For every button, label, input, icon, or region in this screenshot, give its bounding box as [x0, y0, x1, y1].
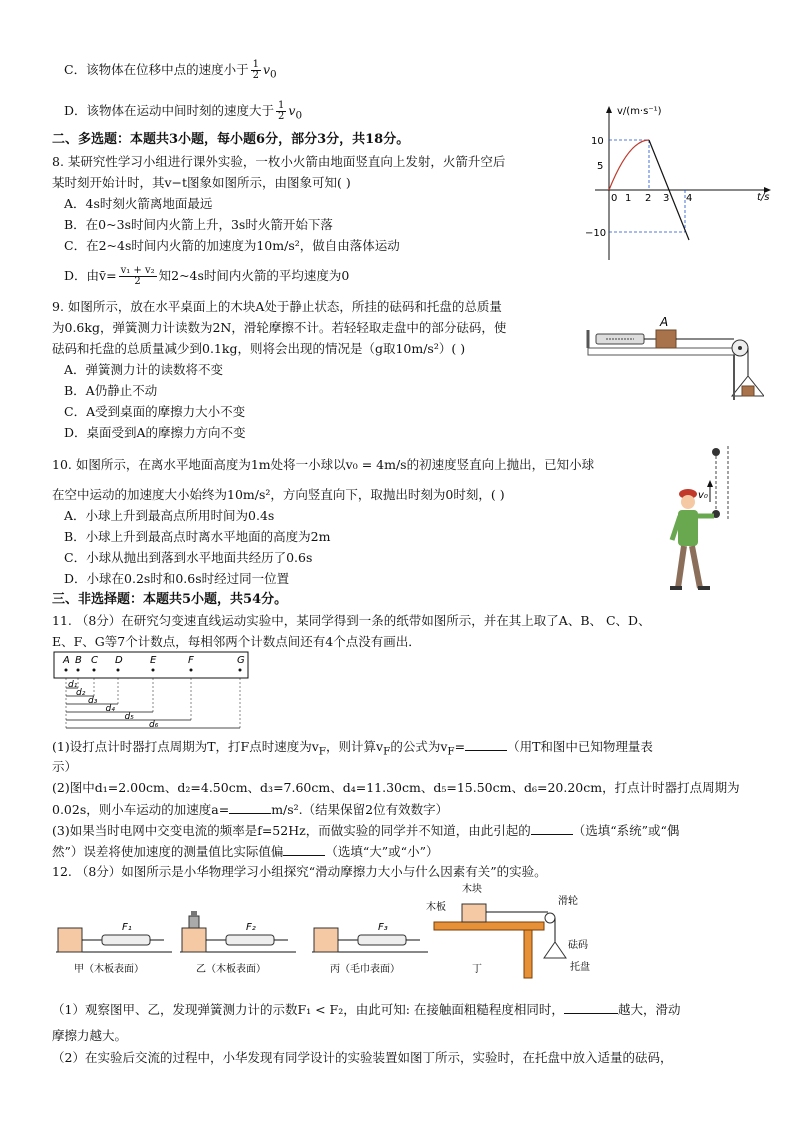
tape-dim-label-4: d₄ [105, 704, 115, 714]
q9-stem-1: 9. 如图所示，放在水平桌面上的木块A处于静止状态，所挂的砝码和托盘的总质量 [52, 299, 502, 314]
section-3-heading: 三、非选择题：本题共5小题，共54分。 [52, 592, 288, 607]
torso [678, 510, 698, 546]
caption-bing: 丙（毛巾表面） [330, 964, 400, 975]
q11-part-2-cont: 0.02s，则小车运动的加速度a= m/s².（结果保留2位有效数字） [52, 802, 449, 817]
head [681, 495, 695, 509]
q11-stem-1: 11. （8分）在研究匀变速直线运动实验中，某同学得到一条的纸带如图所示，并在其上取了A、B、 C、D、 [52, 613, 651, 628]
q8-option-a: A．4s时刻火箭离地面最远 [64, 196, 213, 211]
q10-figure [660, 440, 750, 600]
tape-dot-a [65, 669, 68, 672]
answer-blank[interactable] [564, 1001, 618, 1014]
weights [742, 386, 754, 396]
q9-option-c: C．A受到桌面的摩擦力大小不变 [64, 404, 246, 419]
tape-dot-b [77, 669, 80, 672]
ball-top [712, 448, 720, 456]
label-weights: 砝码 [568, 940, 588, 951]
q8-option-b: B．在0~3s时间内火箭上升，3s时火箭开始下落 [64, 217, 333, 232]
tape-dim-label-2: d₂ [76, 688, 86, 698]
force-label: F₃ [378, 922, 388, 933]
leg-right [692, 546, 700, 588]
q12-part-2: （2）在实验后交流的过程中，小华发现有同学设计的实验装置如图丁所示，实验时，在托盘中放入适量的砝码， [52, 1050, 673, 1065]
spring-scale [102, 935, 150, 945]
q8-stem-2: 某时刻开始计时，其v−t图象如图所示，由图象可知( ) [52, 175, 351, 190]
block-a-label: A [660, 315, 669, 329]
q8-stem-1: 8. 某研究性学习小组进行课外实验，一枚小火箭由地面竖直向上发射，火箭升空后 [52, 154, 506, 169]
q11-part-1: (1)设打点计时器打点周期为T，打F点时速度为$v_F$，则计算$v_F$的公式为$v_F=$ （用T和图中已知物理量表 [52, 739, 653, 758]
option-c-prev: C．该物体在位移中点的速度小于 $\frac{1}{2}$ $v_0$ [64, 59, 277, 81]
leg-left [678, 546, 684, 588]
setup-ding [426, 882, 590, 978]
tape-dim-label-3: d₃ [88, 696, 98, 706]
q11-part-2: (2)图中d₁=2.00cm、d₂=4.50cm、d₃=7.60cm、d₄=11.30cm、d₅=15.50cm、d₆=20.20cm，打点计时器打点周期为 [52, 780, 740, 795]
q10-stem-2: 在空中运动的加速度大小始终为10m/s²，方向竖直向下，取抛出时刻为0时刻，( ) [52, 487, 505, 502]
answer-blank[interactable] [229, 801, 271, 814]
tape-point-b: B [75, 655, 82, 666]
q9-option-a: A．弹簧测力计的读数将不变 [64, 362, 224, 377]
tape-dot-f [190, 669, 193, 672]
label-tray: 托盘 [570, 962, 590, 973]
tape-dot-c [93, 669, 96, 672]
q12-part-1: （1）观察图甲、乙，发现弹簧测力计的示数F₁ < F₂，由此可知: 在接触面粗糙程度相同时， 越大，滑动 [52, 1002, 681, 1017]
v0-label: v₀ [698, 490, 708, 501]
q10-option-d: D．小球在0.2s时和0.6s时经过同一位置 [64, 571, 290, 586]
tape-point-a: A [63, 655, 70, 666]
setup-jia [56, 922, 172, 975]
tape-point-c: C [91, 655, 98, 666]
x-tick-1: 1 [625, 193, 632, 204]
q12-figures [52, 880, 762, 986]
tape-point-f: F [188, 655, 194, 666]
vt-graph [585, 100, 785, 270]
tape-dot-g [239, 669, 242, 672]
tape-point-d: D [115, 655, 123, 666]
x-tick-0: 0 [611, 193, 618, 204]
x-axis-label: t/s [757, 192, 770, 203]
board [434, 922, 544, 930]
tape-dot-d [117, 669, 120, 672]
q9-figure [584, 310, 764, 405]
caption-yi: 乙（木板表面） [196, 964, 266, 975]
y-tick-10: 10 [591, 136, 604, 147]
setup-yi [180, 911, 296, 975]
tape-figure [52, 650, 262, 732]
block-a [656, 330, 676, 348]
velocity-curve-rise [609, 140, 649, 190]
label-board: 木板 [426, 902, 446, 913]
section-2-heading: 二、多选题：本题共3小题，每小题6分，部分3分，共18分。 [52, 132, 410, 147]
answer-blank[interactable] [283, 843, 325, 856]
answer-blank[interactable] [465, 738, 507, 751]
fraction: $\frac{\text{v₁ + v₂}}{2}$ [120, 265, 155, 287]
fraction: $\frac{1}{2}$ [278, 100, 285, 122]
tape-point-g: G [237, 655, 245, 666]
x-tick-4: 4 [686, 193, 693, 204]
pulley [545, 913, 555, 923]
q11-part-3-cont: 然”）误差将使加速度的测量值比实际值偏 （选填“大”或“小”） [52, 844, 439, 859]
q11-part-3: (3)如果当时电网中交变电流的频率是f=52Hz，而做实验的同学并不知道，由此引起的 （选填“系统”或“偶 [52, 823, 680, 838]
tape-dim-label-5: d₅ [124, 712, 134, 722]
q11-part-1-cont: 示） [52, 759, 78, 774]
q10-option-a: A．小球上升到最高点所用时间为0.4s [64, 508, 275, 523]
caption-ding: 丁 [472, 964, 482, 975]
option-d-prev: D．该物体在运动中间时刻的速度大于 $\frac{1}{2}$ $v_0$ [64, 100, 303, 122]
force-label: F₁ [122, 922, 132, 933]
label-pulley: 滑轮 [558, 896, 578, 907]
x-tick-2: 2 [645, 193, 652, 204]
q12-stem: 12. （8分）如图所示是小华物理学习小组探究“滑动摩擦力大小与什么因素有关”的实验。 [52, 864, 547, 879]
weight [189, 916, 199, 928]
spring-scale [226, 935, 274, 945]
q9-stem-3: 砝码和托盘的总质量减少到0.1kg，则将会出现的情况是（g取10m/s²）( ) [52, 341, 466, 356]
force-label: F₂ [246, 922, 256, 933]
tray [544, 942, 566, 958]
tape-dim-label-1: d₁ [68, 680, 78, 690]
table-top [588, 348, 734, 355]
tape-point-e: E [150, 655, 157, 666]
setup-bing [312, 922, 428, 975]
q10-stem-1: 10. 如图所示，在离水平地面高度为1m处将一小球以v₀ = 4m/s的初速度竖直向上抛出，已知小球 [52, 457, 595, 472]
fraction: $\frac{1}{2}$ [252, 59, 259, 81]
q11-stem-2: E、F、G等7个计数点，每相邻两个计数点间还有4个点没有画出． [52, 634, 421, 649]
q12-part-1-cont: 摩擦力越大。 [52, 1028, 128, 1043]
q9-option-d: D．桌面受到A的摩擦力方向不变 [64, 425, 246, 440]
tape-dim-label-6: d₆ [149, 720, 159, 730]
x-tick-3: 3 [663, 193, 670, 204]
q9-stem-2: 为0.6kg，弹簧测力计读数为2N，滑轮摩擦不计。若轻轻取走盘中的部分砝码，使 [52, 320, 507, 335]
label-block: 木块 [462, 884, 482, 895]
wood-block [462, 904, 486, 922]
y-tick-5: 5 [597, 161, 604, 172]
q9-option-b: B．A仍静止不动 [64, 383, 158, 398]
y-axis-label: v/(m·s⁻¹) [617, 106, 662, 117]
q8-option-c: C．在2~4s时间内火箭的加速度为10m/s²，做自由落体运动 [64, 238, 400, 253]
tape-dot-e [152, 669, 155, 672]
q8-option-d: D．由v̄= $\frac{\text{v₁ + v₂}}{2}$ 知2~4s时间内火箭的平均速度为0 [64, 265, 350, 287]
q10-option-c: C．小球从抛出到落到水平地面共经历了0.6s [64, 550, 313, 565]
q10-option-b: B．小球上升到最高点时离水平地面的高度为2m [64, 529, 331, 544]
answer-blank[interactable] [531, 822, 573, 835]
spring-scale [358, 935, 406, 945]
caption-jia: 甲（木板表面） [74, 964, 144, 975]
y-tick-neg10: −10 [585, 228, 607, 239]
